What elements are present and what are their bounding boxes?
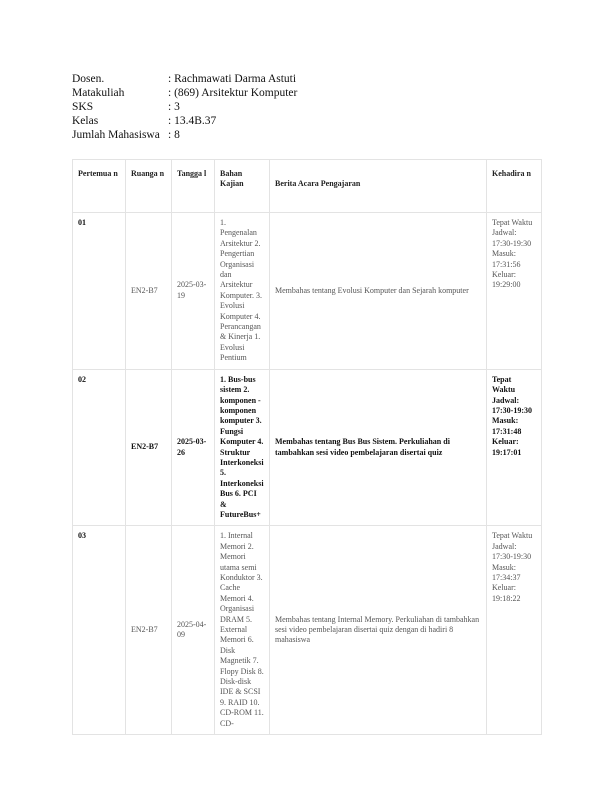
cell-ruangan: EN2-B7 [126, 526, 172, 735]
cell-bahan-kajian: 1. Pengenalan Arsitektur 2. Pengertian Organisasi dan Arsitektur Komputer. 3. Evolusi Komputer 4. Perancangan & Kinerja 1. Evolusi Pentium [215, 213, 270, 370]
kelas-label: Kelas [72, 115, 99, 127]
info-row-jumlah [72, 128, 297, 142]
table-row [73, 213, 542, 370]
header-bahan-kajian: Bahan Kajian [215, 160, 270, 213]
course-info [72, 72, 297, 142]
cell-ruangan: EN2-B7 [126, 369, 172, 526]
cell-kehadiran: Tepat Waktu Jadwal: 17:30-19:30 Masuk: 17:31:56 Keluar: 19:29:00 [487, 213, 542, 370]
jumlah-value: : 8 [168, 129, 180, 141]
header-tanggal: Tangga l [172, 160, 215, 213]
info-row-matakuliah [72, 86, 297, 100]
matakuliah-label: Matakuliah [72, 87, 125, 99]
cell-pertemuan: 02 [73, 369, 126, 526]
cell-bahan-kajian: 1. Internal Memori 2. Memori utama semi Konduktor 3. Cache Memori 4. Organisasi DRAM 5. External Memori 6. Disk Magnetik 7. Flopy Disk 8. Disk-disk IDE & SCSI 9. RAID 10. CD-ROM 11. CD- [215, 526, 270, 735]
cell-tanggal: 2025-03-26 [172, 369, 215, 526]
attendance-table [72, 159, 542, 735]
cell-pertemuan: 03 [73, 526, 126, 735]
header-ruangan: Ruanga n [126, 160, 172, 213]
cell-pertemuan: 01 [73, 213, 126, 370]
cell-berita-acara: Membahas tentang Internal Memory. Perkuliahan di tambahkan sesi video pembelajaran disertai quiz dengan di hadiri 8 mahasiswa [270, 526, 487, 735]
cell-kehadiran: Tepat Waktu Jadwal: 17:30-19:30 Masuk: 17:34:37 Keluar: 19:18:22 [487, 526, 542, 735]
dosen-value: : Rachmawati Darma Astuti [168, 73, 297, 85]
cell-kehadiran: Tepat Waktu Jadwal: 17:30-19:30 Masuk: 17:31:48 Keluar: 19:17:01 [487, 369, 542, 526]
jumlah-label: Jumlah Mahasiswa [72, 129, 160, 141]
info-row-dosen [72, 72, 297, 86]
header-berita-acara: Berita Acara Pengajaran [270, 160, 487, 213]
matakuliah-value: : (869) Arsitektur Komputer [168, 87, 298, 99]
sks-value: : 3 [168, 101, 180, 113]
cell-ruangan: EN2-B7 [126, 213, 172, 370]
table-row [73, 526, 542, 735]
attendance-table-wrapper [72, 159, 541, 728]
table-header-row [73, 160, 542, 213]
cell-tanggal: 2025-03-19 [172, 213, 215, 370]
info-row-kelas [72, 114, 297, 128]
header-pertemuan: Pertemua n [73, 160, 126, 213]
table-row [73, 369, 542, 526]
cell-tanggal: 2025-04-09 [172, 526, 215, 735]
header-kehadiran: Kehadira n [487, 160, 542, 213]
info-row-sks [72, 100, 297, 114]
sks-label: SKS [72, 101, 94, 113]
dosen-label: Dosen. [72, 73, 105, 85]
kelas-value: : 13.4B.37 [168, 115, 217, 127]
cell-berita-acara: Membahas tentang Bus Bus Sistem. Perkuliahan di tambahkan sesi video pembelajaran disertai quiz [270, 369, 487, 526]
cell-berita-acara: Membahas tentang Evolusi Komputer dan Sejarah komputer [270, 213, 487, 370]
cell-bahan-kajian: 1. Bus-bus sistem 2. komponen - komponen komputer 3. Fungsi Komputer 4. Struktur Interkoneksi 5. Interkoneksi Bus 6. PCI & FutureBus+ [215, 369, 270, 526]
